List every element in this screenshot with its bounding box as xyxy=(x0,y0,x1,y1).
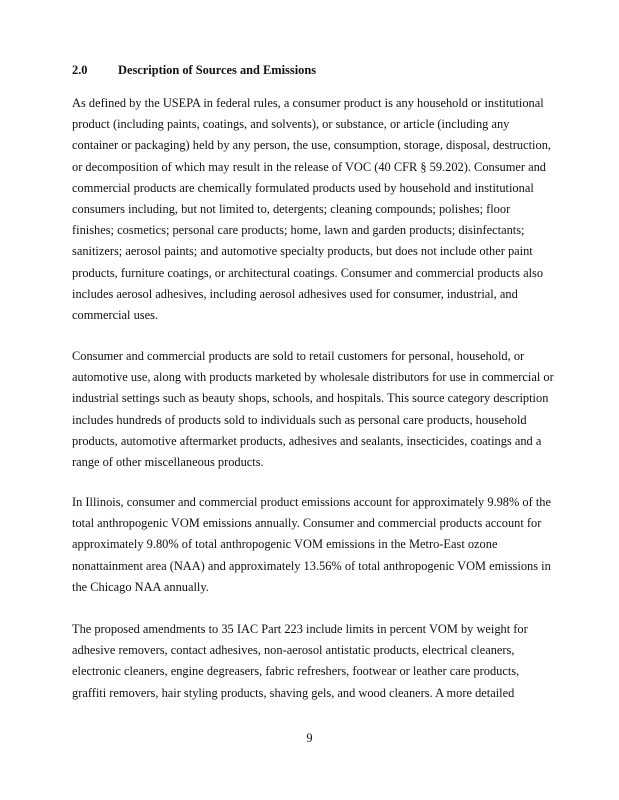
text-line: graffiti removers, hair styling products, shaving gels, and wood cleaners. A more detailed xyxy=(72,685,515,700)
text-line: products, automotive aftermarket products, adhesives and sealants, insecticides, coatings and a xyxy=(72,433,542,448)
text-line: includes hundreds of products sold to individuals such as personal care products, household xyxy=(72,412,527,427)
text-line: range of other miscellaneous products. xyxy=(72,455,264,470)
text-line: sanitizers; aerosol paints; and automotive specialty products, but does not include other paint xyxy=(72,244,533,259)
text-line: approximately 9.80% of total anthropogenic VOM emissions in the Metro-East ozone xyxy=(72,537,498,552)
text-line: automotive use, along with products marketed by wholesale distributors for use in commercial or xyxy=(72,370,554,385)
text-line: products, furniture coatings, or architectural coatings. Consumer and commercial products also xyxy=(72,265,544,280)
paragraph-retail-customers xyxy=(72,346,552,473)
text-line: total anthropogenic VOM emissions annually. Consumer and commercial products account for xyxy=(72,516,542,531)
paragraph-illinois-emissions xyxy=(72,492,552,598)
text-line: industrial settings such as beauty shops, schools, and hospitals. This source category description xyxy=(72,391,549,406)
section-heading xyxy=(72,63,316,78)
text-line: the Chicago NAA annually. xyxy=(72,579,209,594)
text-line: commercial products are chemically formulated products used by household and institutional xyxy=(72,180,534,195)
text-line: electronic cleaners, engine degreasers, fabric refreshers, footwear or leather care products, xyxy=(72,664,520,679)
text-line: commercial uses. xyxy=(72,308,159,323)
text-line: finishes; cosmetics; personal care products; home, lawn and garden products; disinfectants; xyxy=(72,223,525,238)
text-line: product (including paints, coatings, and solvents), or substance, or article (including any xyxy=(72,117,510,132)
text-line: or decomposition of which may result in the release of VOC (40 CFR § 59.202). Consumer and xyxy=(72,159,546,174)
text-line: adhesive removers, contact adhesives, non-aerosol antistatic products, electrical cleaners, xyxy=(72,643,515,658)
text-line: nonattainment area (NAA) and approximately 13.56% of total anthropogenic VOM emissions in xyxy=(72,558,551,573)
text-line: As defined by the USEPA in federal rules, a consumer product is any household or institutional xyxy=(72,96,544,110)
section-number: 2.0 xyxy=(72,63,88,77)
text-line: In Illinois, consumer and commercial product emissions account for approximately 9.98% of the xyxy=(72,495,551,509)
text-line: The proposed amendments to 35 IAC Part 223 include limits in percent VOM by weight for xyxy=(72,622,528,636)
paragraph-proposed-amendments xyxy=(72,619,552,704)
section-title: Description of Sources and Emissions xyxy=(118,63,317,77)
text-line: Consumer and commercial products are sold to retail customers for personal, household, or xyxy=(72,349,525,363)
page-number: 9 xyxy=(306,731,313,745)
text-line: includes aerosol adhesives, including aerosol adhesives used for consumer, industrial, and xyxy=(72,286,518,301)
paragraph-consumer-product-definition xyxy=(72,93,552,326)
text-line: container or packaging) held by any person, the use, consumption, storage, disposal, destruction, xyxy=(72,138,551,153)
text-line: consumers including, but not limited to, detergents; cleaning compounds; polishes; floor xyxy=(72,202,511,217)
